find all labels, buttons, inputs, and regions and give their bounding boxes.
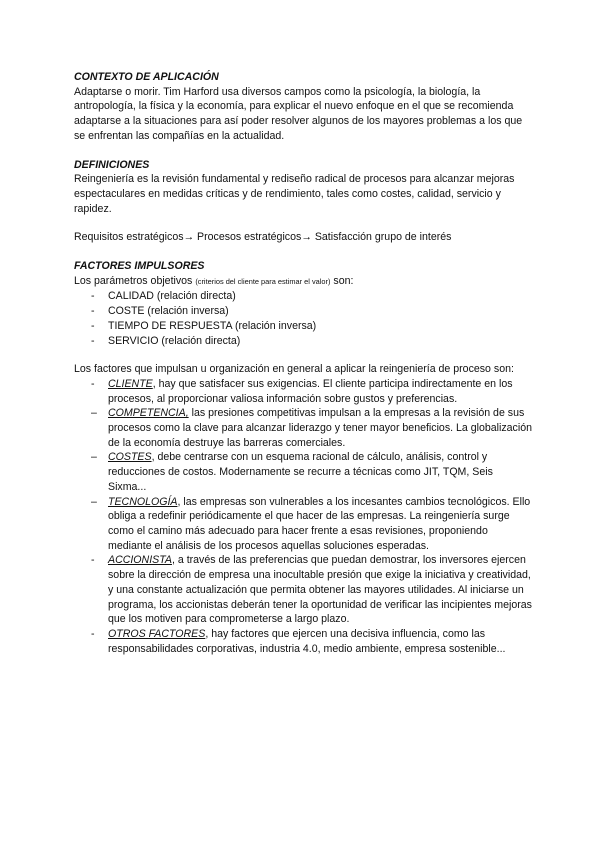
section-heading-contexto: CONTEXTO DE APLICACIÓN [74,71,219,83]
factor-item-accionista: - ACCIONISTA, a través de las preferencias que puedan demostrar, los inversores ejercen sobre la dirección de empresa una inocultable presión que exige la iniciativa y creatividad, y una constante actualización que permita obtener las mayores utilidades. Al iniciarse un programa, los accionistas deberán tener la oportunidad de verificar las incipientes mejoras que los motiven para comprometerse a largo plazo. [91,554,532,626]
factor-item-competencia: – COMPETENCIA, las presiones competitivas impulsan a la empresas a la revisión de sus procesos como la clave para alcanzar liderazgo y tener mayor beneficios. La globalización de la economía destruye las barreras comerciales. [91,407,532,449]
contexto-paragraph: Adaptarse o morir. Tim Harford usa diversos campos como la psicología, la biología, la antropología, la física y la economía, para explicar el nuevo enfoque en el que se recomienda adaptarse a la situaciones para así poder resolver algunos de los mayores problemas a los que se enfrentan las compañías en la actualidad. [74,85,523,142]
factor-keyword: COSTES [108,451,152,464]
factor-item-cliente: - CLIENTE, hay que satisfacer sus exigencias. El cliente participa indirectamente en los procesos, al proporcionar valiosa información sobre gustos y preferencias. [91,377,513,405]
definicion-paragraph: Reingeniería es la revisión fundamental y rediseño radical de procesos para alcanzar mejoras espectaculares en medidas críticas y de rendimiento, tales como costes, calidad, servicio y rapidez. [74,173,515,215]
factor-keyword: COMPETENCIA, [108,407,189,420]
factor-keyword: ACCIONISTA [108,554,172,567]
section-heading-factores: FACTORES IMPULSORES [74,260,205,273]
list-item: - SERVICIO (relación directa) [91,334,241,347]
parametros-intro-note: (criterios del cliente para estimar el valor) [195,276,331,286]
factor-keyword: OTROS FACTORES [108,627,206,640]
factor-keyword: TECNOLOGÍA [108,495,178,508]
factores-intro: Los factores que impulsan u organización en general a aplicar la reingeniería de proceso son: [74,363,514,376]
section-heading-definiciones: DEFINICIONES [74,158,150,171]
document-page [74,70,534,656]
factor-item-costes: – COSTES, debe centrarse con un esquema racional de cálculo, análisis, control y reducciones de costos. Modernamente se recurre a técnicas como JIT, TQM, Seis Sixma... [91,451,493,493]
parametros-intro: Los parámetros objetivos (criterios del cliente para estimar el valor) son: [74,274,354,287]
list-item: - TIEMPO DE RESPUESTA (relación inversa) [91,319,317,332]
list-item: - COSTE (relación inversa) [91,305,229,318]
factor-item-otros: - OTROS FACTORES, hay factores que ejercen una decisiva influencia, como las responsabilidades corporativas, industria 4.0, medio ambiente, empresa sostenible... [91,627,506,655]
parametros-list [74,289,534,348]
factores-list [74,377,534,656]
list-item: - CALIDAD (relación directa) [91,290,236,303]
factor-keyword: CLIENTE [108,377,153,390]
factor-item-tecnologia: – TECNOLOGÍA, las empresas son vulnerables a los incesantes cambios tecnológicos. Ello obliga a redefinir periódicamente el que hacer de las empresas. La reingeniería surge como el camino más adecuado para hacer frente a esas revisiones, proponiendo mediante el análisis de los procesos aquellas soluciones esperadas. [91,495,531,552]
strategic-chain: Requisitos estratégicos→ Procesos estratégicos→ Satisfacción grupo de interés [74,231,452,244]
